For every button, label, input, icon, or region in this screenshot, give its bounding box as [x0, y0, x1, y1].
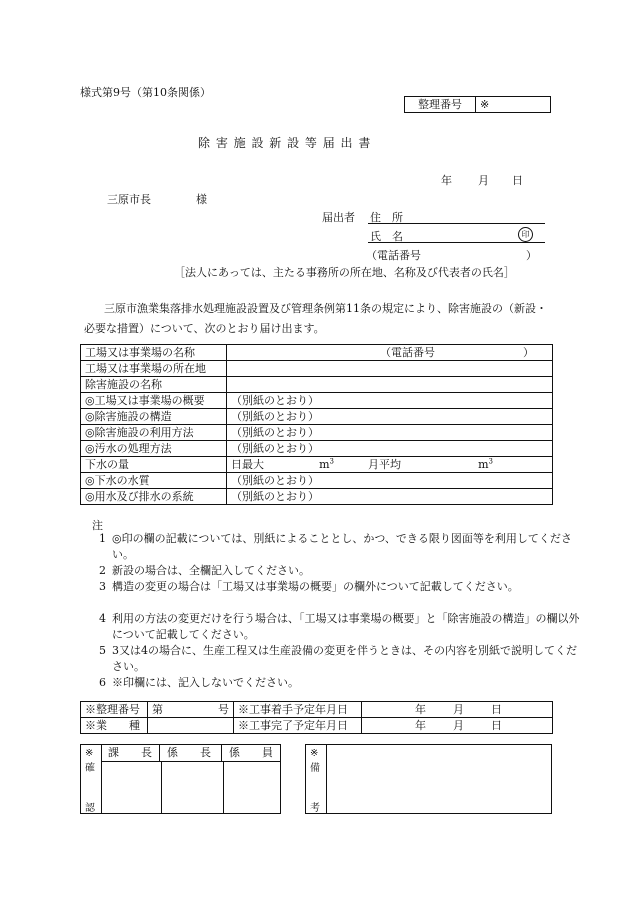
- daily-max-label: 日最大: [231, 458, 264, 471]
- row-value[interactable]: （別紙のとおり）: [231, 394, 319, 407]
- row-label: ◎除害施設の構造: [81, 409, 227, 425]
- table-row: [81, 473, 553, 489]
- office-start-label: ※工事着手予定年月日: [234, 702, 362, 718]
- row-value[interactable]: （別紙のとおり）: [231, 490, 319, 503]
- table-row: [81, 457, 553, 473]
- note-item: [84, 531, 582, 563]
- ref-number-label: 整理番号: [405, 97, 476, 113]
- row-value[interactable]: （別紙のとおり）: [231, 410, 319, 423]
- date-month[interactable]: 月: [478, 174, 489, 187]
- row-label: 工場又は事業場の名称: [81, 345, 227, 361]
- remarks-field[interactable]: [328, 747, 550, 811]
- approval-col-3: 係 員: [229, 746, 273, 759]
- office-start-field[interactable]: [362, 702, 553, 718]
- row-label: ◎除害施設の利用方法: [81, 425, 227, 441]
- row-label: 除害施設の名称: [81, 377, 227, 393]
- address-line[interactable]: [368, 223, 545, 224]
- note-number: 1: [99, 532, 106, 545]
- row-label: ◎工場又は事業場の概要: [81, 393, 227, 409]
- confirm-char-1: 確: [85, 763, 95, 774]
- name-label: 氏 名: [370, 230, 403, 243]
- remarks-char-2: 考: [310, 803, 320, 814]
- remarks-box: [305, 744, 552, 814]
- start-year: 年: [415, 703, 426, 716]
- unit-exp: 3: [488, 457, 493, 466]
- office-ref-field[interactable]: [148, 702, 234, 718]
- note-item: [84, 563, 582, 579]
- row-value[interactable]: [227, 457, 553, 473]
- table-row: [81, 345, 553, 361]
- note-text: 利用の方法の変更だけを行う場合は、「工場又は事業場の概要」と「除害施設の構造」の欄以外について記載してください。: [112, 612, 580, 641]
- end-month: 月: [453, 719, 464, 732]
- note-item: [84, 643, 582, 675]
- approval-col-2: 係 長: [161, 745, 222, 761]
- note-item: [84, 675, 582, 691]
- note-text: 新設の場合は、全欄記入してください。: [112, 564, 310, 577]
- note-item: [84, 579, 582, 595]
- address-label: 住 所: [370, 211, 403, 224]
- note-item: [84, 611, 582, 643]
- end-year: 年: [415, 719, 426, 732]
- note-number: 3: [99, 580, 106, 593]
- note-number: 6: [99, 676, 106, 689]
- note-text: ◎印の欄の記載については、別紙によることとし、かつ、できる限り図面等を利用してください。: [112, 532, 572, 561]
- remarks-char-1: 備: [310, 763, 320, 774]
- corp-note: ［法人にあっては、主たる事務所の所在地、名称及び代表者の氏名］: [174, 266, 515, 279]
- table-row: [81, 377, 553, 393]
- applicant-label: 届出者: [322, 211, 355, 224]
- notes-title: 注: [92, 519, 103, 532]
- confirm-column: [81, 745, 102, 813]
- row-label: ◎下水の水質: [81, 473, 227, 489]
- stamp-cell-2[interactable]: [164, 763, 221, 811]
- approval-col-1: 課 長: [102, 745, 160, 761]
- office-ref-suffix: 号: [218, 703, 229, 716]
- row-value[interactable]: [227, 361, 553, 377]
- row-value[interactable]: （別紙のとおり）: [231, 426, 319, 439]
- phone-close: ）: [526, 249, 537, 262]
- monthly-avg-unit: [401, 458, 493, 471]
- office-business-label: ※業 種: [81, 718, 148, 734]
- row-value[interactable]: （電話番号 ）: [380, 346, 534, 359]
- office-end-label: ※工事完了予定年月日: [234, 718, 362, 734]
- table-row: [81, 393, 553, 409]
- intro-paragraph: 三原市漁業集落排水処理施設設置及び管理条例第11条の規定により、除害施設の（新設・必要な措置）について、次のとおり届け出ます。: [84, 302, 547, 335]
- confirm-mark: ※: [85, 748, 94, 759]
- table-row: [81, 425, 553, 441]
- remarks-column: [306, 745, 327, 813]
- remarks-mark: ※: [310, 748, 319, 759]
- note-text: 構造の変更の場合は「工場又は事業場の概要」の欄外について記載してください。: [112, 580, 519, 593]
- unit-m: m: [478, 458, 489, 471]
- table-row: [81, 361, 553, 377]
- table-row: [81, 441, 553, 457]
- name-line[interactable]: [368, 242, 545, 243]
- office-business-field[interactable]: [148, 718, 234, 734]
- row-label: ◎用水及び排水の系統: [81, 489, 227, 505]
- row-value[interactable]: （別紙のとおり）: [231, 474, 319, 487]
- daily-max-unit: [264, 458, 334, 471]
- form-id: 様式第9号（第10条関係）: [80, 86, 211, 99]
- seal-mark: 印: [518, 227, 533, 242]
- monthly-avg-label: 月平均: [368, 458, 401, 471]
- addressee-honorific: 様: [196, 193, 207, 206]
- note-number: 4: [99, 612, 106, 625]
- approval-header: [102, 745, 280, 762]
- confirm-char-2: 認: [85, 803, 95, 814]
- end-day: 日: [491, 719, 502, 732]
- stamp-cell-3[interactable]: [226, 763, 279, 811]
- row-value[interactable]: [227, 377, 553, 393]
- approval-divider-2: [223, 762, 224, 813]
- addressee-name: 三原市長: [107, 193, 151, 206]
- note-text: 3又は4の場合に、生産工程又は生産設備の変更を伴うときは、その内容を別紙で説明してください。: [112, 644, 577, 673]
- stamp-cell-1[interactable]: [103, 763, 159, 811]
- row-value[interactable]: （別紙のとおり）: [231, 442, 319, 455]
- phone-label: （電話番号: [366, 249, 421, 262]
- start-month: 月: [453, 703, 464, 716]
- approval-divider-1: [161, 762, 162, 813]
- note-number: 5: [99, 644, 106, 657]
- table-row: [81, 489, 553, 505]
- row-label: 工場又は事業場の所在地: [81, 361, 227, 377]
- page-title: 除 害 施 設 新 設 等 届 出 書: [198, 136, 372, 150]
- office-ref-label: ※整理番号: [81, 702, 148, 718]
- unit-exp: 3: [329, 457, 334, 466]
- row-label: ◎汚水の処理方法: [81, 441, 227, 457]
- ref-number-box: [404, 96, 551, 113]
- main-table: [80, 344, 553, 505]
- table-row: [81, 409, 553, 425]
- row-label: 下水の量: [81, 457, 227, 473]
- ref-number-field[interactable]: ※: [480, 98, 490, 111]
- start-day: 日: [491, 703, 502, 716]
- office-end-field[interactable]: [362, 718, 553, 734]
- note-number: 2: [99, 564, 106, 577]
- date-day[interactable]: 日: [512, 174, 523, 187]
- unit-m: m: [319, 458, 330, 471]
- note-text: ※印欄には、記入しないでください。: [112, 676, 299, 689]
- office-ref-prefix: 第: [152, 703, 163, 716]
- approval-box: [80, 744, 281, 814]
- office-table: [80, 701, 553, 734]
- date-year[interactable]: 年: [441, 174, 452, 187]
